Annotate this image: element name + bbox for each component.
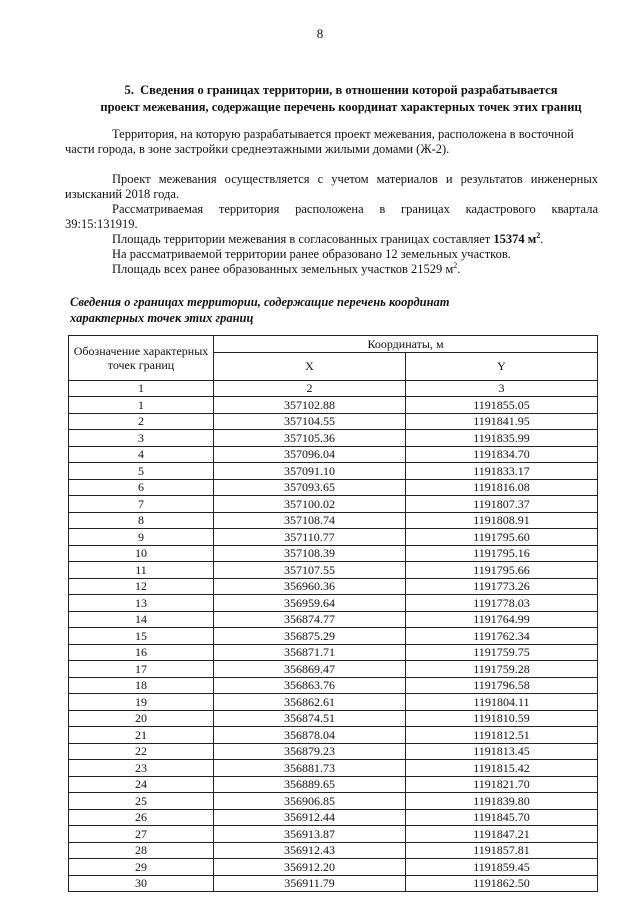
point-number-cell: 13 [69, 595, 214, 612]
paragraph-area: Площадь территории межевания в согласованных границах составляет 15374 $м^2$. [112, 230, 544, 246]
x-coordinate-cell: 356875.29 [214, 628, 406, 645]
table-row [69, 826, 598, 843]
section-heading [90, 82, 592, 116]
x-coordinate-cell: 356879.23 [214, 743, 406, 760]
point-number-cell: 27 [69, 826, 214, 843]
point-number-cell: 17 [69, 661, 214, 678]
y-coordinate-cell: 1191795.66 [406, 562, 598, 579]
table-row [69, 545, 598, 562]
paragraph-plots-area: Площадь всех ранее образованных земельных участков 21529 $м^2$. [112, 260, 461, 276]
x-coordinate-cell: 357110.77 [214, 529, 406, 546]
plots-area-superscript: 2 [453, 260, 458, 270]
table-row [69, 479, 598, 496]
point-number-cell: 10 [69, 545, 214, 562]
x-coordinate-cell: 356911.79 [214, 875, 406, 892]
table-row [69, 512, 598, 529]
y-coordinate-cell: 1191839.80 [406, 793, 598, 810]
point-number-cell: 21 [69, 727, 214, 744]
table-row [69, 446, 598, 463]
point-number-cell: 19 [69, 694, 214, 711]
section-title-line-2: проект межевания, содержащие перечень координат характерных точек этих границ [100, 100, 582, 114]
point-number-cell: 14 [69, 611, 214, 628]
paragraph-plots: На рассматриваемой территории ранее образовано 12 земельных участков. [112, 247, 511, 261]
y-coordinate-cell: 1191815.42 [406, 760, 598, 777]
y-coordinate-cell: 1191816.08 [406, 479, 598, 496]
y-coordinate-cell: 1191762.34 [406, 628, 598, 645]
page-number: 8 [316, 26, 324, 41]
table-column-number-row [69, 380, 598, 397]
coordinates-table [68, 335, 598, 892]
y-coordinate-cell: 1191778.03 [406, 595, 598, 612]
header-point-designation: Обозначение характерных точек границ [69, 336, 214, 381]
point-number-cell: 2 [69, 413, 214, 430]
header-x: X [214, 352, 406, 380]
y-coordinate-cell: 1191795.16 [406, 545, 598, 562]
x-coordinate-cell: 356906.85 [214, 793, 406, 810]
table-row [69, 776, 598, 793]
y-coordinate-cell: 1191796.58 [406, 677, 598, 694]
point-number-cell: 29 [69, 859, 214, 876]
header-y: Y [406, 352, 598, 380]
y-coordinate-cell: 1191812.51 [406, 727, 598, 744]
table-row [69, 875, 598, 892]
table-row [69, 628, 598, 645]
table-row [69, 710, 598, 727]
x-coordinate-cell: 356881.73 [214, 760, 406, 777]
y-coordinate-cell: 1191833.17 [406, 463, 598, 480]
y-coordinate-cell: 1191857.81 [406, 842, 598, 859]
table-row [69, 727, 598, 744]
point-number-cell: 23 [69, 760, 214, 777]
point-number-cell: 7 [69, 496, 214, 513]
x-coordinate-cell: 356862.61 [214, 694, 406, 711]
point-number-cell: 9 [69, 529, 214, 546]
y-coordinate-cell: 1191847.21 [406, 826, 598, 843]
point-number-cell: 8 [69, 512, 214, 529]
table-row [69, 743, 598, 760]
x-coordinate-cell: 356871.71 [214, 644, 406, 661]
x-coordinate-cell: 356878.04 [214, 727, 406, 744]
table-row [69, 397, 598, 414]
point-number-cell: 22 [69, 743, 214, 760]
point-number-cell: 5 [69, 463, 214, 480]
y-coordinate-cell: 1191855.05 [406, 397, 598, 414]
point-number-cell: 4 [69, 446, 214, 463]
y-coordinate-cell: 1191759.75 [406, 644, 598, 661]
table-row [69, 430, 598, 447]
point-number-cell: 28 [69, 842, 214, 859]
paragraph-surveys-line-1: Проект межевания осуществляется с учетом материалов и результатов инженерных [112, 172, 598, 186]
area-superscript: 2 [536, 230, 541, 240]
point-number-cell: 25 [69, 793, 214, 810]
paragraph-quarter-line-1: Рассматриваемая территория расположена в границах кадастрового квартала [112, 202, 598, 216]
point-number-cell: 11 [69, 562, 214, 579]
x-coordinate-cell: 356912.43 [214, 842, 406, 859]
point-number-cell: 18 [69, 677, 214, 694]
column-number-3: 3 [406, 380, 598, 397]
point-number-cell: 16 [69, 644, 214, 661]
x-coordinate-cell: 357093.65 [214, 479, 406, 496]
table-row [69, 562, 598, 579]
point-number-cell: 20 [69, 710, 214, 727]
table-row [69, 644, 598, 661]
x-coordinate-cell: 356913.87 [214, 826, 406, 843]
y-coordinate-cell: 1191759.28 [406, 661, 598, 678]
x-coordinate-cell: 356889.65 [214, 776, 406, 793]
table-row [69, 595, 598, 612]
y-coordinate-cell: 1191807.37 [406, 496, 598, 513]
point-number-cell: 26 [69, 809, 214, 826]
table-row [69, 842, 598, 859]
x-coordinate-cell: 357107.55 [214, 562, 406, 579]
table-row [69, 463, 598, 480]
table-row [69, 413, 598, 430]
paragraph-surveys [65, 172, 598, 277]
area-text: Площадь территории межевания в согласованных границах составляет [112, 232, 491, 246]
x-coordinate-cell: 356874.77 [214, 611, 406, 628]
header-coordinates: Координаты, м [214, 336, 598, 353]
paragraph-surveys-line-2: изысканий 2018 года. [65, 187, 180, 201]
y-coordinate-cell: 1191834.70 [406, 446, 598, 463]
y-coordinate-cell: 1191845.70 [406, 809, 598, 826]
x-coordinate-cell: 357102.88 [214, 397, 406, 414]
table-row [69, 809, 598, 826]
point-number-cell: 12 [69, 578, 214, 595]
y-coordinate-cell: 1191862.50 [406, 875, 598, 892]
point-number-cell: 30 [69, 875, 214, 892]
x-coordinate-cell: 357091.10 [214, 463, 406, 480]
plots-area-text: Площадь всех ранее образованных земельных участков 21529 м [112, 262, 454, 276]
section-number: 5. [124, 83, 134, 97]
column-number-2: 2 [214, 380, 406, 397]
x-coordinate-cell: 356960.36 [214, 578, 406, 595]
table-row [69, 611, 598, 628]
table-row [69, 578, 598, 595]
x-coordinate-cell: 356959.64 [214, 595, 406, 612]
section-heading-line-1 [90, 82, 592, 99]
x-coordinate-cell: 356874.51 [214, 710, 406, 727]
y-coordinate-cell: 1191821.70 [406, 776, 598, 793]
table-row [69, 694, 598, 711]
y-coordinate-cell: 1191813.45 [406, 743, 598, 760]
y-coordinate-cell: 1191841.95 [406, 413, 598, 430]
x-coordinate-cell: 357108.74 [214, 512, 406, 529]
y-coordinate-cell: 1191795.60 [406, 529, 598, 546]
table-row [69, 760, 598, 777]
x-coordinate-cell: 357096.04 [214, 446, 406, 463]
table-header-row [69, 336, 598, 353]
y-coordinate-cell: 1191804.11 [406, 694, 598, 711]
table-row [69, 677, 598, 694]
area-value: 15374 $м^2$ [493, 230, 541, 246]
x-coordinate-cell: 357105.36 [214, 430, 406, 447]
x-coordinate-cell: 357100.02 [214, 496, 406, 513]
paragraph-location-line-1: Территория, на которую разрабатывается проект межевания, расположена в восточной [112, 127, 574, 141]
paragraph-location [65, 127, 598, 157]
column-number-1: 1 [69, 380, 214, 397]
table-caption-line-1: Сведения о границах территории, содержащие перечень координат [70, 295, 450, 309]
table-caption-line-2: характерных точек этих границ [70, 311, 254, 325]
table-row [69, 529, 598, 546]
table-caption [70, 294, 590, 326]
y-coordinate-cell: 1191764.99 [406, 611, 598, 628]
x-coordinate-cell: 357108.39 [214, 545, 406, 562]
x-coordinate-cell: 356912.44 [214, 809, 406, 826]
point-number-cell: 3 [69, 430, 214, 447]
x-coordinate-cell: 356869.47 [214, 661, 406, 678]
point-number-cell: 6 [69, 479, 214, 496]
paragraph-quarter-line-2: 39:15:131919. [65, 217, 138, 231]
table-row [69, 793, 598, 810]
y-coordinate-cell: 1191810.59 [406, 710, 598, 727]
y-coordinate-cell: 1191773.26 [406, 578, 598, 595]
point-number-cell: 15 [69, 628, 214, 645]
section-title-line-1: Сведения о границах территории, в отношении которой разрабатывается [140, 83, 558, 97]
x-coordinate-cell: 356863.76 [214, 677, 406, 694]
y-coordinate-cell: 1191808.91 [406, 512, 598, 529]
point-number-cell: 1 [69, 397, 214, 414]
table-row [69, 859, 598, 876]
table-row [69, 496, 598, 513]
paragraph-location-line-2: части города, в зоне застройки среднеэтажными жилыми домами (Ж-2). [65, 142, 450, 156]
y-coordinate-cell: 1191835.99 [406, 430, 598, 447]
x-coordinate-cell: 357104.55 [214, 413, 406, 430]
y-coordinate-cell: 1191859.45 [406, 859, 598, 876]
x-coordinate-cell: 356912.20 [214, 859, 406, 876]
point-number-cell: 24 [69, 776, 214, 793]
table-row [69, 661, 598, 678]
